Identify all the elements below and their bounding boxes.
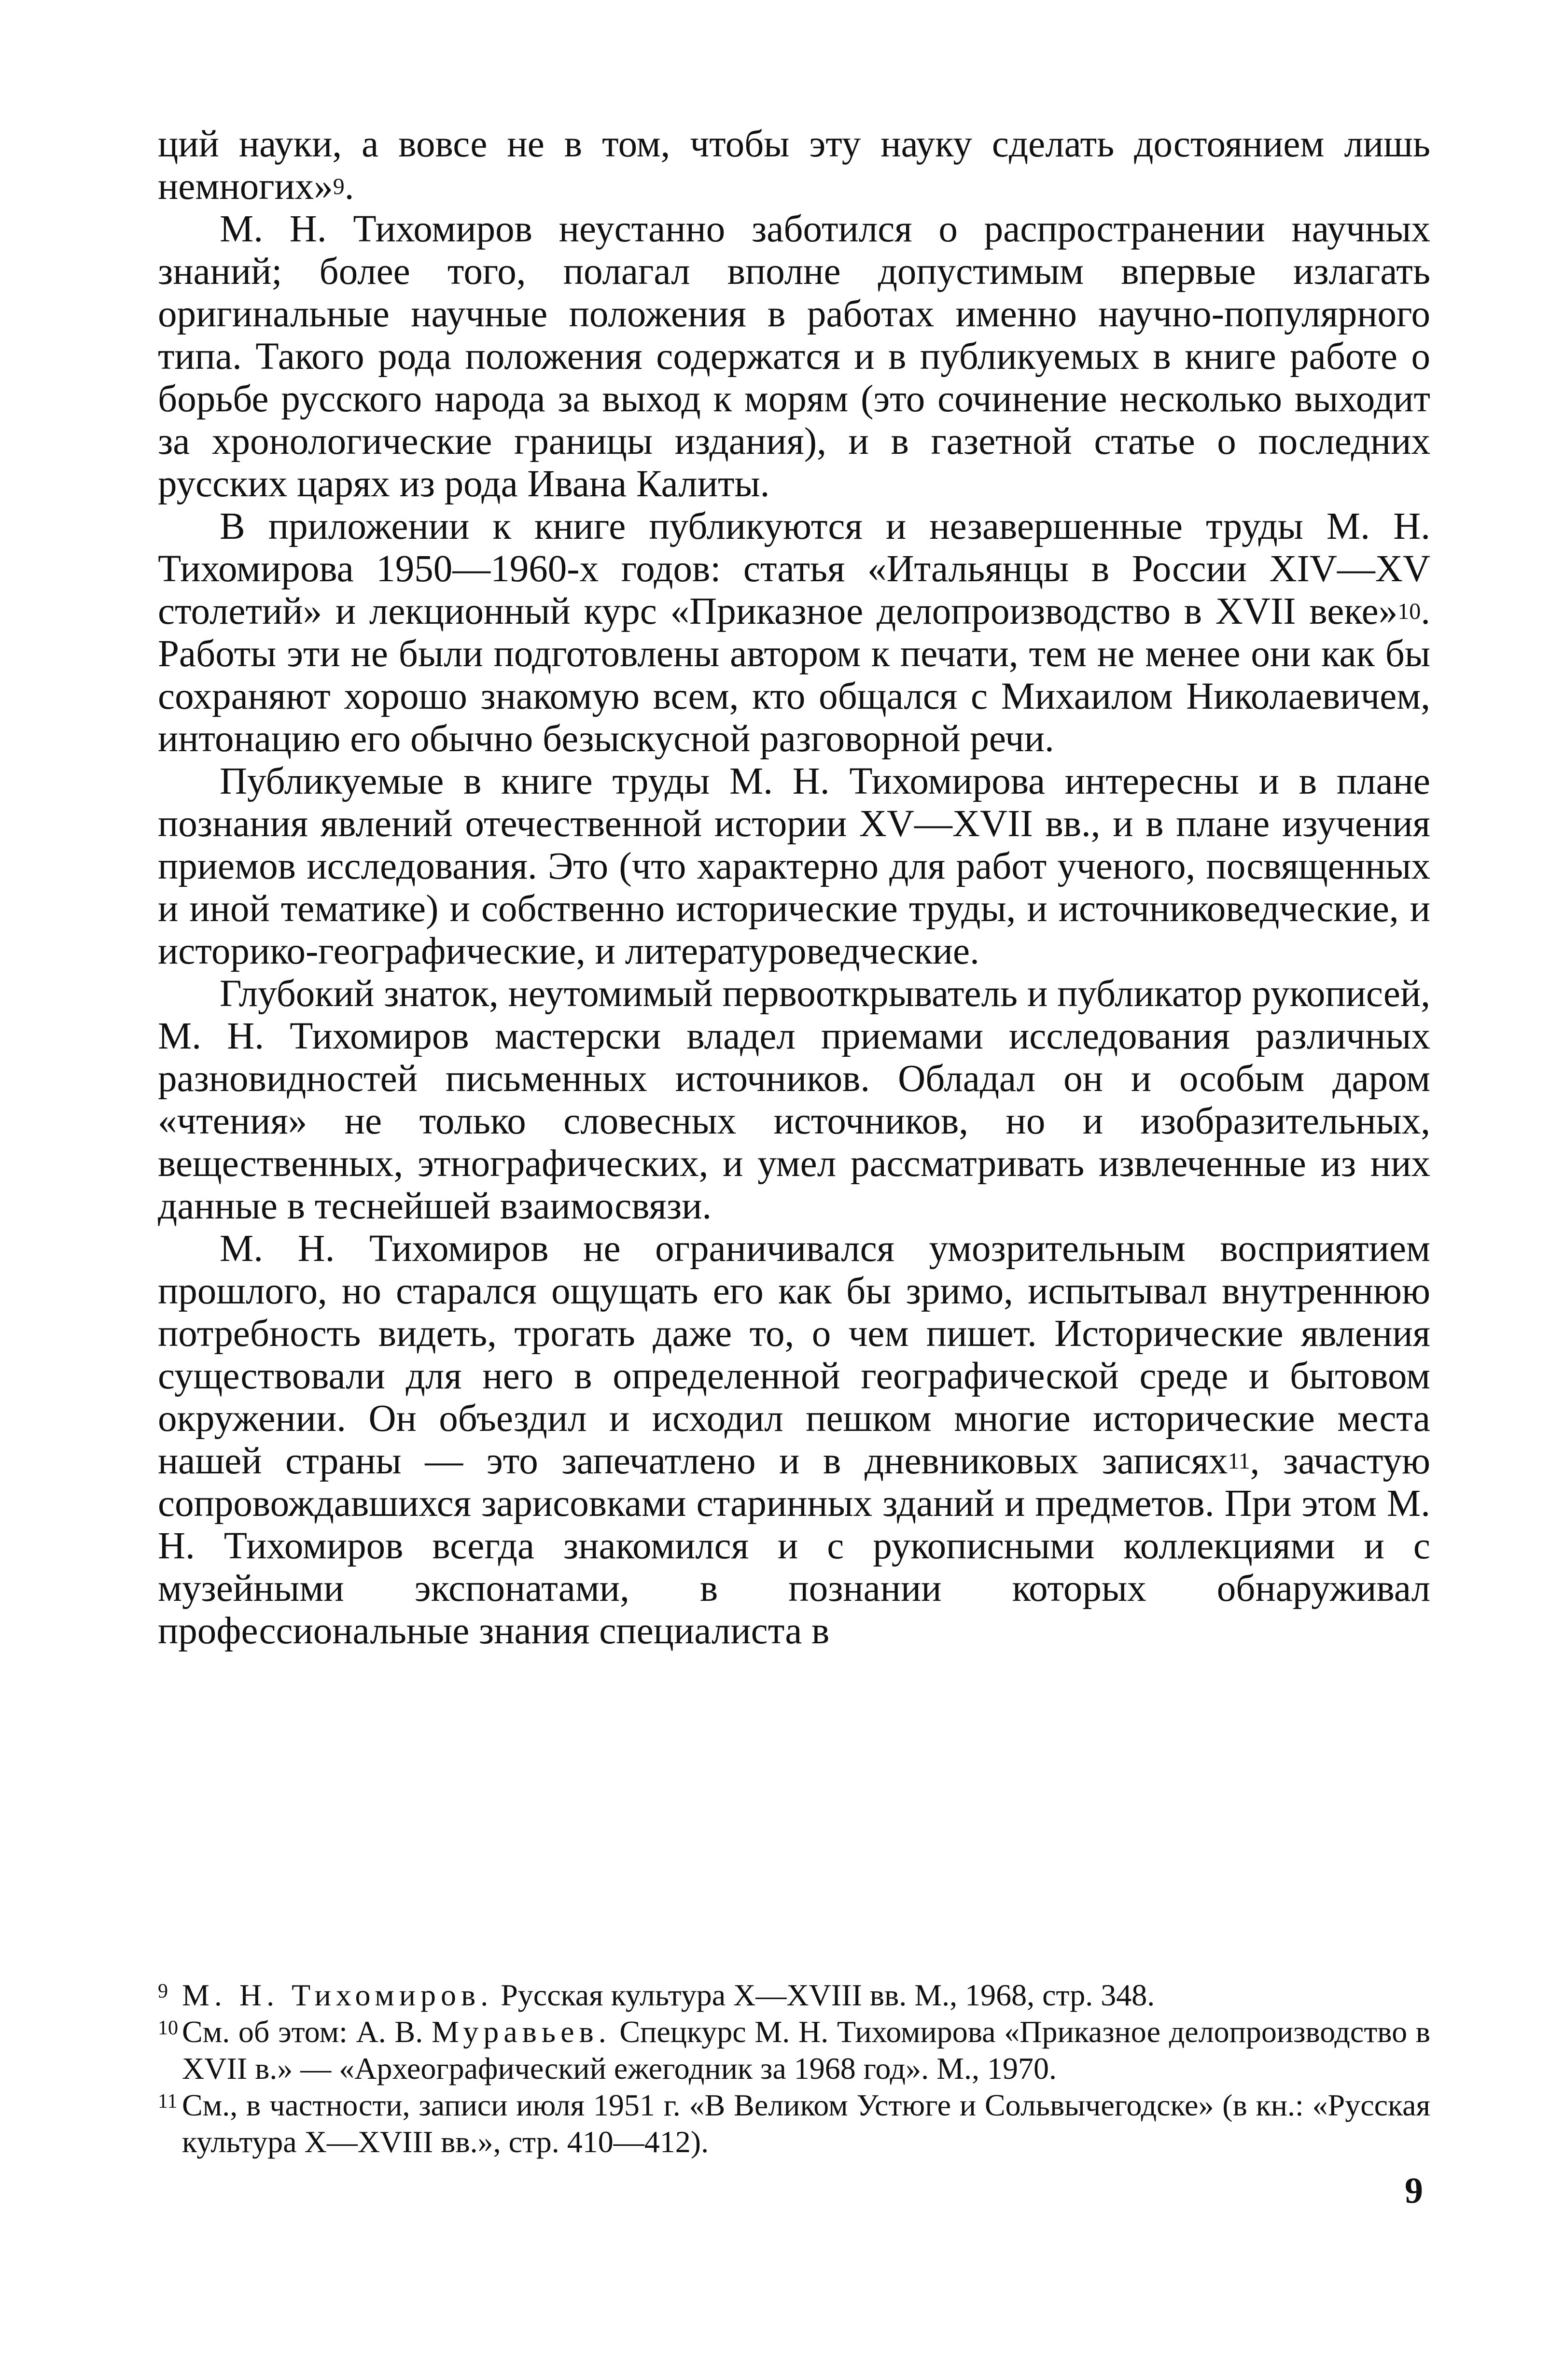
text-span: . Работы эти не были подготовлены автором к печати, тем не менее они как бы сохраняют хорошо знакомую всем, кто общался с Михаилом Николаевичем, интонацию его обычно безыскусной разговорной речи. xyxy=(158,590,1430,760)
text-span: Глубокий знаток, неутомимый первооткрыватель и публикатор рукописей, М. Н. Тихомиров мастерски владел приемами исследования различных разновидностей письменных источников. Обладал он и особым даром «чтения» не только словесных источников, но и изобразительных, вещественных, этнографических, и умел рассматривать извлеченные из них данные в теснейшей взаимосвязи. xyxy=(158,973,1430,1227)
footnote-ref: 11 xyxy=(1228,1448,1250,1474)
footnote-ref: 10 xyxy=(1397,599,1421,624)
text-span: М. Н. Тихомиров не ограничивался умозрительным восприятием прошлого, но старался ощущать его как бы зримо, испытывал внутреннюю потребность видеть, трогать даже то, о чем пишет. Исторические явления существовали для него в определенной географической среде и бытовом окружении. Он объездил и исходил пешком многие исторические места нашей страны — это запечатлено и в дневниковых записях xyxy=(158,1228,1430,1482)
paragraph xyxy=(158,1228,1430,1652)
text-span: М. Н. Тихомиров неустанно заботился о распространении научных знаний; более того, полагал вполне допустимым впервые излагать оригинальные научные положения в работах именно научно-популярного типа. Такого рода положения содержатся и в публикуемых в книге работе о борьбе русского народа за выход к морям (это сочинение несколько выходит за хронологические границы издания), и в газетной статье о последних русских царях из рода Ивана Калиты. xyxy=(158,208,1430,505)
footnote-number: 11 xyxy=(158,2090,178,2113)
footnote xyxy=(158,2087,1430,2160)
page-number: 9 xyxy=(1405,2170,1423,2211)
text-span: , зачастую сопровождавшихся зарисовками старинных зданий и предметов. При этом М. Н. Тихомиров всегда знакомился и с рукописными коллекциями и с музейными экспонатами, в познании которых обнаруживал профессиональные знания специалиста в xyxy=(158,1440,1430,1652)
paragraph xyxy=(158,123,1430,208)
footnote xyxy=(158,1977,1430,2014)
footnotes xyxy=(158,1977,1430,2160)
text-span: Публикуемые в книге труды М. Н. Тихомирова интересны и в плане познания явлений отечественной истории XV—XVII вв., и в плане изучения приемов исследования. Это (что характерно для работ ученого, посвященных и иной тематике) и собственно исторические труды, и источниковедческие, и историко-географические, и литературоведческие. xyxy=(158,760,1430,972)
text-span: . xyxy=(344,166,354,208)
footnote-number: 9 xyxy=(158,1980,168,2002)
author-name: Муравьев. xyxy=(431,2015,611,2049)
author-name: М. Н. Тихомиров. xyxy=(182,1978,493,2012)
paragraph xyxy=(158,505,1430,760)
paragraph xyxy=(158,973,1430,1228)
body-text xyxy=(158,123,1430,1652)
text-span: См., в частности, записи июля 1951 г. «В Великом Устюге и Сольвычегодске» (в кн.: «Русская культура X—XVIII вв.», стр. 410—412). xyxy=(182,2088,1430,2159)
footnote xyxy=(158,2014,1430,2087)
text-span: См. об этом: А. В. xyxy=(182,2015,432,2049)
text-span: ций науки, а вовсе не в том, чтобы эту науку сделать достоянием лишь немногих» xyxy=(158,123,1430,208)
footnote-ref: 9 xyxy=(333,174,345,199)
paragraph xyxy=(158,760,1430,973)
paragraph xyxy=(158,208,1430,505)
text-span: Русская культура X—XVIII вв. М., 1968, стр. 348. xyxy=(493,1978,1155,2012)
footnote-number: 10 xyxy=(158,2017,178,2039)
text-span: Спецкурс М. Н. Тихомирова «Приказное делопроизводство в XVII в.» — «Археографический ежегодник за 1968 год». М., 1970. xyxy=(182,2015,1431,2086)
text-span: В приложении к книге публикуются и незавершенные труды М. Н. Тихомирова 1950—1960-х годов: статья «Итальянцы в России XIV—XV столетий» и лекционный курс «Приказное делопроизводство в XVII веке» xyxy=(158,505,1430,632)
page xyxy=(158,123,1431,2159)
